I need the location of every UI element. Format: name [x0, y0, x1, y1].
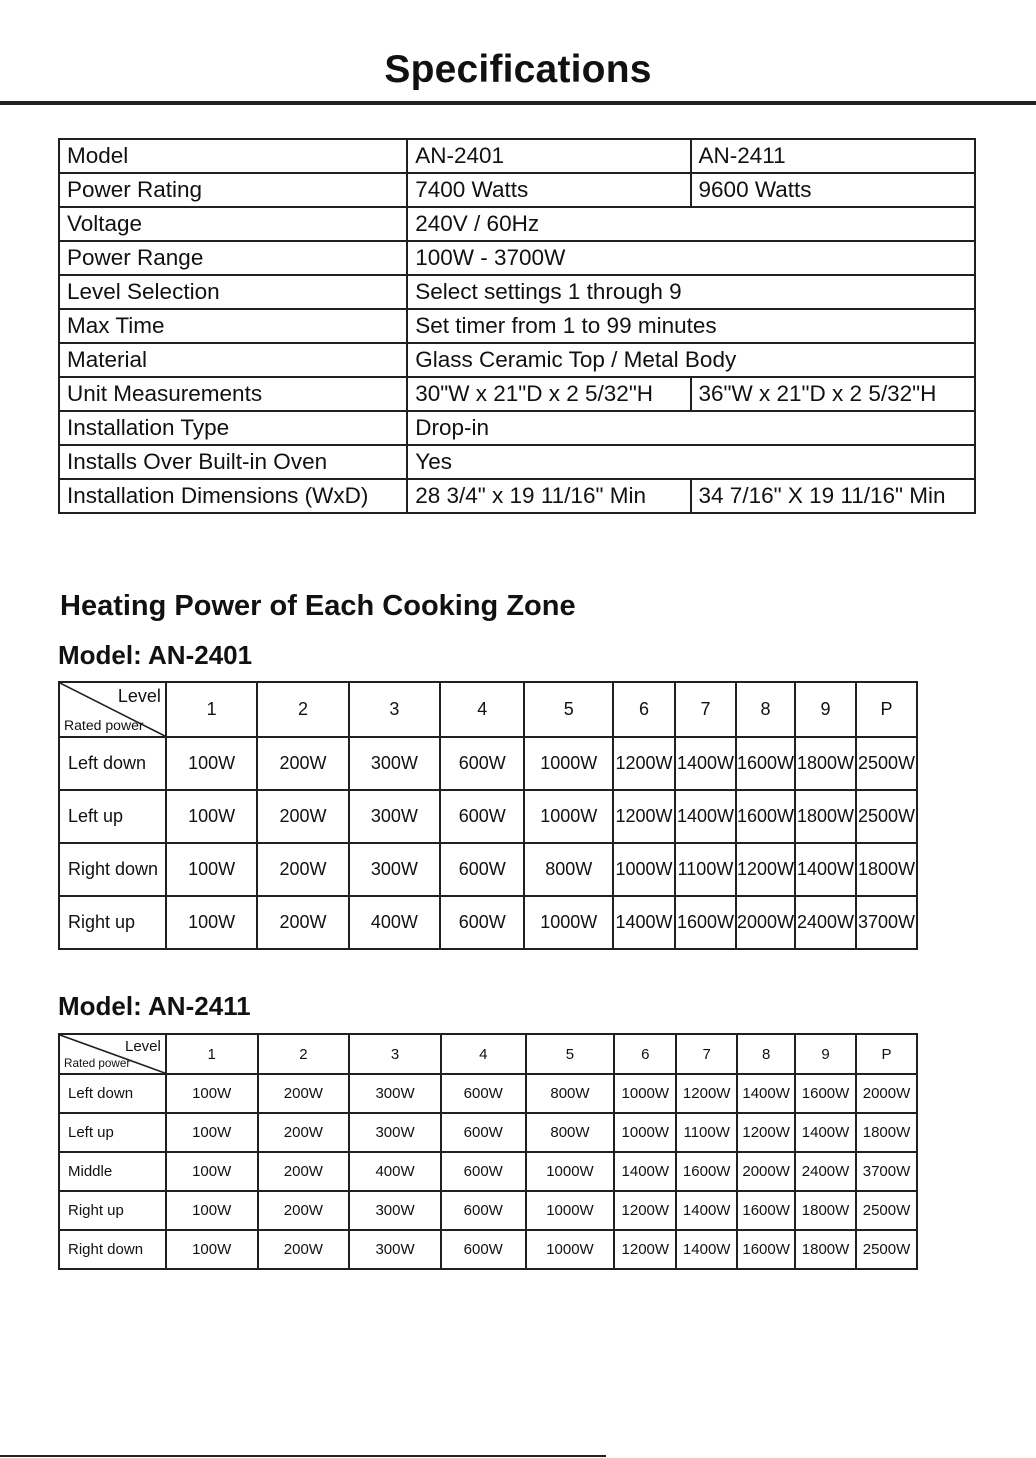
level-header: 2 [258, 1034, 350, 1074]
header-corner-cell [59, 682, 166, 737]
power-value: 600W [441, 1074, 526, 1113]
power-value: 1200W [613, 737, 675, 790]
spec-value: 9600 Watts [691, 173, 975, 207]
power-value: 2500W [856, 790, 917, 843]
power-value: 600W [440, 737, 524, 790]
zone-row [59, 1191, 917, 1230]
zone-name: Right up [59, 1191, 166, 1230]
power-value: 1400W [675, 737, 736, 790]
power-value: 1600W [736, 737, 795, 790]
zone-row [59, 790, 917, 843]
power-value: 100W [166, 1113, 258, 1152]
power-value: 2400W [795, 1152, 856, 1191]
power-value: 1000W [614, 1074, 676, 1113]
header-corner-cell [59, 1034, 166, 1074]
power-value: 1000W [526, 1230, 615, 1269]
power-value: 300W [349, 843, 440, 896]
spec-row [59, 173, 975, 207]
power-value: 1400W [614, 1152, 676, 1191]
level-header: 3 [349, 682, 440, 737]
level-header: 1 [166, 682, 257, 737]
power-value: 300W [349, 1191, 441, 1230]
section-title: Heating Power of Each Cooking Zone [60, 590, 576, 622]
power-value: 1400W [675, 790, 736, 843]
spec-row [59, 411, 975, 445]
power-value: 400W [349, 896, 440, 949]
power-value: 1000W [526, 1191, 615, 1230]
power-value: 300W [349, 737, 440, 790]
zone-name: Left down [59, 1074, 166, 1113]
zone-row [59, 896, 917, 949]
power-value: 100W [166, 1191, 258, 1230]
power-value: 1600W [736, 790, 795, 843]
power-value: 1200W [676, 1074, 737, 1113]
spec-label: Model [59, 139, 407, 173]
zone-name: Right down [59, 843, 166, 896]
zone-row [59, 737, 917, 790]
power-value: 1600W [737, 1191, 795, 1230]
page-title: Specifications [384, 48, 652, 91]
power-value: 1200W [737, 1113, 795, 1152]
spec-label: Max Time [59, 309, 407, 343]
power-value: 300W [349, 1113, 441, 1152]
spec-value: 36"W x 21"D x 2 5/32"H [691, 377, 975, 411]
level-axis-label: Level [117, 686, 161, 706]
spec-row [59, 377, 975, 411]
spec-label: Installs Over Built-in Oven [59, 445, 407, 479]
power-value: 1000W [614, 1113, 676, 1152]
power-value: 1600W [675, 896, 736, 949]
power-value: 1200W [614, 1230, 676, 1269]
zone-row [59, 1152, 917, 1191]
power-value: 1200W [736, 843, 795, 896]
footer-rule [0, 1455, 606, 1457]
spec-label: Power Rating [59, 173, 407, 207]
level-header: 5 [526, 1034, 615, 1074]
spec-label: Level Selection [59, 275, 407, 309]
power-value: 100W [166, 1230, 258, 1269]
specifications-table [58, 138, 976, 514]
spec-value: Yes [407, 445, 975, 479]
level-header: 8 [736, 682, 795, 737]
power-value: 200W [257, 843, 348, 896]
power-value: 1100W [676, 1113, 737, 1152]
power-value: 200W [258, 1191, 350, 1230]
level-header: 4 [440, 682, 524, 737]
spec-label: Unit Measurements [59, 377, 407, 411]
spec-value: 30"W x 21"D x 2 5/32"H [407, 377, 690, 411]
power-value: 1600W [795, 1074, 856, 1113]
power-value: 100W [166, 1152, 258, 1191]
spec-label: Installation Type [59, 411, 407, 445]
power-value: 1400W [676, 1230, 737, 1269]
power-value: 3700W [856, 1152, 917, 1191]
spec-row [59, 445, 975, 479]
spec-row [59, 309, 975, 343]
power-value: 2500W [856, 1191, 917, 1230]
level-header: 9 [795, 682, 856, 737]
power-value: 1000W [524, 790, 613, 843]
power-value: 600W [441, 1113, 526, 1152]
power-value: 100W [166, 896, 257, 949]
power-value: 200W [257, 896, 348, 949]
power-value: 2400W [795, 896, 856, 949]
power-value: 300W [349, 1074, 441, 1113]
power-value: 1800W [795, 1191, 856, 1230]
zone-row [59, 1074, 917, 1113]
power-value: 1800W [856, 1113, 917, 1152]
level-header-row [59, 682, 917, 737]
power-value: 1400W [795, 843, 856, 896]
rated-power-axis-label: Rated power [64, 1057, 131, 1070]
spec-row [59, 207, 975, 241]
power-value: 1100W [675, 843, 736, 896]
power-value: 3700W [856, 896, 917, 949]
level-header: 8 [737, 1034, 795, 1074]
spec-value: Glass Ceramic Top / Metal Body [407, 343, 975, 377]
power-value: 1000W [524, 896, 613, 949]
spec-row [59, 479, 975, 513]
spec-value: 100W - 3700W [407, 241, 975, 275]
power-value: 1200W [613, 790, 675, 843]
power-value: 2000W [736, 896, 795, 949]
power-value: 100W [166, 1074, 258, 1113]
level-header: 5 [524, 682, 613, 737]
power-value: 2500W [856, 737, 917, 790]
spec-row [59, 343, 975, 377]
power-value: 800W [524, 843, 613, 896]
level-header: 1 [166, 1034, 258, 1074]
heating-power-table-an-2401 [58, 681, 918, 950]
title-divider [0, 101, 1036, 105]
power-value: 1800W [795, 1230, 856, 1269]
zone-row [59, 1230, 917, 1269]
level-header: 6 [614, 1034, 676, 1074]
power-value: 2000W [856, 1074, 917, 1113]
power-value: 800W [526, 1074, 615, 1113]
power-value: 1400W [613, 896, 675, 949]
power-value: 1800W [795, 790, 856, 843]
power-value: 200W [258, 1230, 350, 1269]
level-header: 2 [257, 682, 348, 737]
spec-label: Material [59, 343, 407, 377]
level-header: P [856, 1034, 917, 1074]
spec-value: 28 3/4" x 19 11/16" Min [407, 479, 690, 513]
zone-name: Middle [59, 1152, 166, 1191]
zone-name: Left up [59, 1113, 166, 1152]
heating-power-table-an-2411 [58, 1033, 918, 1270]
power-value: 1000W [613, 843, 675, 896]
zone-name: Right up [59, 896, 166, 949]
rated-power-axis-label: Rated power [64, 717, 144, 733]
power-value: 600W [441, 1191, 526, 1230]
power-value: 800W [526, 1113, 615, 1152]
level-header-row [59, 1034, 917, 1074]
power-value: 1400W [795, 1113, 856, 1152]
zone-name: Left down [59, 737, 166, 790]
level-header: 3 [349, 1034, 441, 1074]
level-header: 7 [676, 1034, 737, 1074]
spec-value: 7400 Watts [407, 173, 690, 207]
level-header: P [856, 682, 917, 737]
zone-name: Right down [59, 1230, 166, 1269]
power-value: 600W [440, 843, 524, 896]
power-value: 2000W [737, 1152, 795, 1191]
spec-value: 240V / 60Hz [407, 207, 975, 241]
power-value: 1600W [737, 1230, 795, 1269]
spec-row [59, 139, 975, 173]
power-value: 200W [257, 790, 348, 843]
model-title-an-2411: Model: AN-2411 [58, 991, 251, 1021]
power-value: 1800W [795, 737, 856, 790]
power-value: 100W [166, 843, 257, 896]
spec-value: 34 7/16" X 19 11/16" Min [691, 479, 975, 513]
level-header: 6 [613, 682, 675, 737]
level-axis-label: Level [125, 1038, 161, 1055]
zone-row [59, 843, 917, 896]
level-header: 7 [675, 682, 736, 737]
power-value: 400W [349, 1152, 441, 1191]
spec-value: AN-2411 [691, 139, 975, 173]
spec-value: Drop-in [407, 411, 975, 445]
spec-label: Voltage [59, 207, 407, 241]
power-value: 600W [440, 790, 524, 843]
power-value: 1400W [737, 1074, 795, 1113]
power-value: 600W [441, 1230, 526, 1269]
power-value: 2500W [856, 1230, 917, 1269]
power-value: 1000W [524, 737, 613, 790]
power-value: 100W [166, 737, 257, 790]
spec-label: Power Range [59, 241, 407, 275]
power-value: 300W [349, 1230, 441, 1269]
spec-row [59, 275, 975, 309]
power-value: 600W [440, 896, 524, 949]
power-value: 200W [258, 1152, 350, 1191]
level-header: 9 [795, 1034, 856, 1074]
power-value: 1800W [856, 843, 917, 896]
power-value: 1400W [676, 1191, 737, 1230]
power-value: 100W [166, 790, 257, 843]
zone-name: Left up [59, 790, 166, 843]
power-value: 1600W [676, 1152, 737, 1191]
zone-row [59, 1113, 917, 1152]
power-value: 300W [349, 790, 440, 843]
spec-label: Installation Dimensions (WxD) [59, 479, 407, 513]
power-value: 600W [441, 1152, 526, 1191]
spec-value: AN-2401 [407, 139, 690, 173]
power-value: 200W [258, 1074, 350, 1113]
power-value: 200W [257, 737, 348, 790]
power-value: 200W [258, 1113, 350, 1152]
power-value: 1000W [526, 1152, 615, 1191]
power-value: 1200W [614, 1191, 676, 1230]
spec-value: Set timer from 1 to 99 minutes [407, 309, 975, 343]
level-header: 4 [441, 1034, 526, 1074]
spec-value: Select settings 1 through 9 [407, 275, 975, 309]
model-title-an-2401: Model: AN-2401 [58, 640, 253, 670]
spec-row [59, 241, 975, 275]
